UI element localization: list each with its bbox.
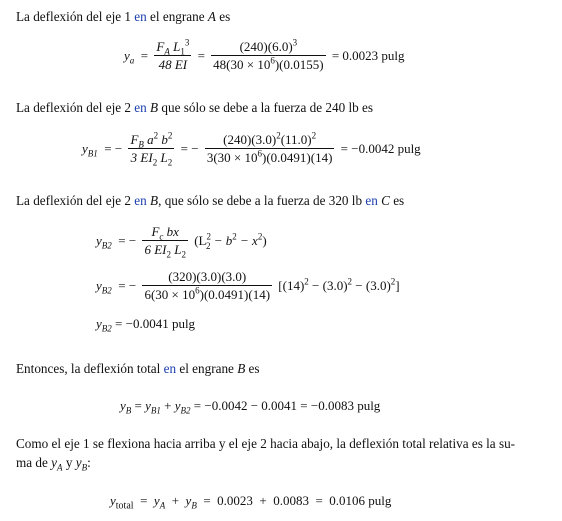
paragraph-relative-line2: ma de $y_A$ y $y_B$: xyxy=(16,455,91,473)
text-run: es xyxy=(215,9,231,24)
paragraph-shaft2-240lb: La deflexión del eje 2 en B que sólo se debe a la fuerza de 240 lb es xyxy=(16,100,374,115)
equation-yb2-result: $y_{B2} = -0.0041$ pulg xyxy=(96,316,196,334)
highlighted-word: en xyxy=(365,193,378,208)
paragraph-shaft2-320lb: La deflexión del eje 2 en B, que sólo se debe a la fuerza de 320 lb en C es xyxy=(16,193,405,208)
highlighted-word: en xyxy=(134,100,147,115)
highlighted-word: en xyxy=(163,361,177,376)
fraction: $\frac{F_B a^2 b^2}{3 EI_2 L_2}$ xyxy=(130,130,173,168)
equation-yb-total: $y_B = y_{B1} + y_{B2} = -0.0042 - 0.0041 = -0.0083$ pulg xyxy=(120,398,381,416)
equation-result: = 0.0023 pulg xyxy=(331,48,405,63)
variable: A xyxy=(207,9,216,24)
equation-result: = 0.0023 + 0.0083 = 0.0106 pulg xyxy=(203,493,392,508)
text-run: La deflexión del eje 1 xyxy=(16,9,135,24)
paragraph-total-b: Entonces, la deflexión total en el engrane B es xyxy=(16,361,260,376)
equation-result: = −0.0041 pulg xyxy=(115,316,196,331)
fraction: $\frac{F_c bx}{6 EI_2 L_2}$ xyxy=(144,224,186,260)
fraction: $\frac{(240)(6.0)^3}{48(30 \times 10^6)(0.0155)}$ xyxy=(213,37,324,72)
fraction: $\frac{(320)(3.0)(3.0)}{6(30 \times 10^6)(0.0491)(14)}$ xyxy=(144,269,271,302)
equation-ya: $y_a$ = $\frac{F_A L_1^3}{48 EI}$ = $\frac{(240)(6.0)^3}{48(30 \times 10^6)(0.0155)}$ = 0.0023 pulg xyxy=(124,37,405,72)
equation-yb1: $y_{B1}$ = − $\frac{F_B a^2 b^2}{3 EI_2 L_2}$ = − $\frac{(240)(3.0)^2(11.0)^2}{3(30 \times 10^6)(0.0491)(14)}$ = −0.0042 pulg xyxy=(82,130,421,168)
equation-yb2-substituted: $y_{B2}$ = − $\frac{(320)(3.0)(3.0)}{6(30 \times 10^6)(0.0491)(14)}$ $[(14)^2 - (3.0)^2 - (3.0)^2]$ xyxy=(96,269,400,302)
equation-result: = −0.0042 − 0.0041 = −0.0083 pulg xyxy=(193,398,381,413)
paragraph-shaft1-deflection xyxy=(16,10,230,23)
highlighted-word: en xyxy=(134,193,147,208)
paragraph-relative-line1: Como el eje 1 se flexiona hacia arriba y el eje 2 hacia abajo, la deflexión total relativa es la su- xyxy=(16,436,516,451)
equation-yb2-formula: $y_{B2}$ = − $\frac{F_c bx}{6 EI_2 L_2}$ $(L^2_2 - b^2 - x^2)$ xyxy=(96,224,267,260)
fraction: $\frac{F_A L_1^3}{48 EI}$ xyxy=(156,37,190,72)
highlighted-word: en xyxy=(134,9,147,24)
fraction: $\frac{(240)(3.0)^2(11.0)^2}{3(30 \times 10^6)(0.0491)(14)}$ xyxy=(206,130,333,165)
equation-ytotal: $y_{total} = y_A + y_B = 0.0023 + 0.0083 = 0.0106$ pulg xyxy=(110,493,392,512)
text-run: el engrane xyxy=(146,9,208,24)
equation-result: = −0.0042 pulg xyxy=(340,141,421,156)
